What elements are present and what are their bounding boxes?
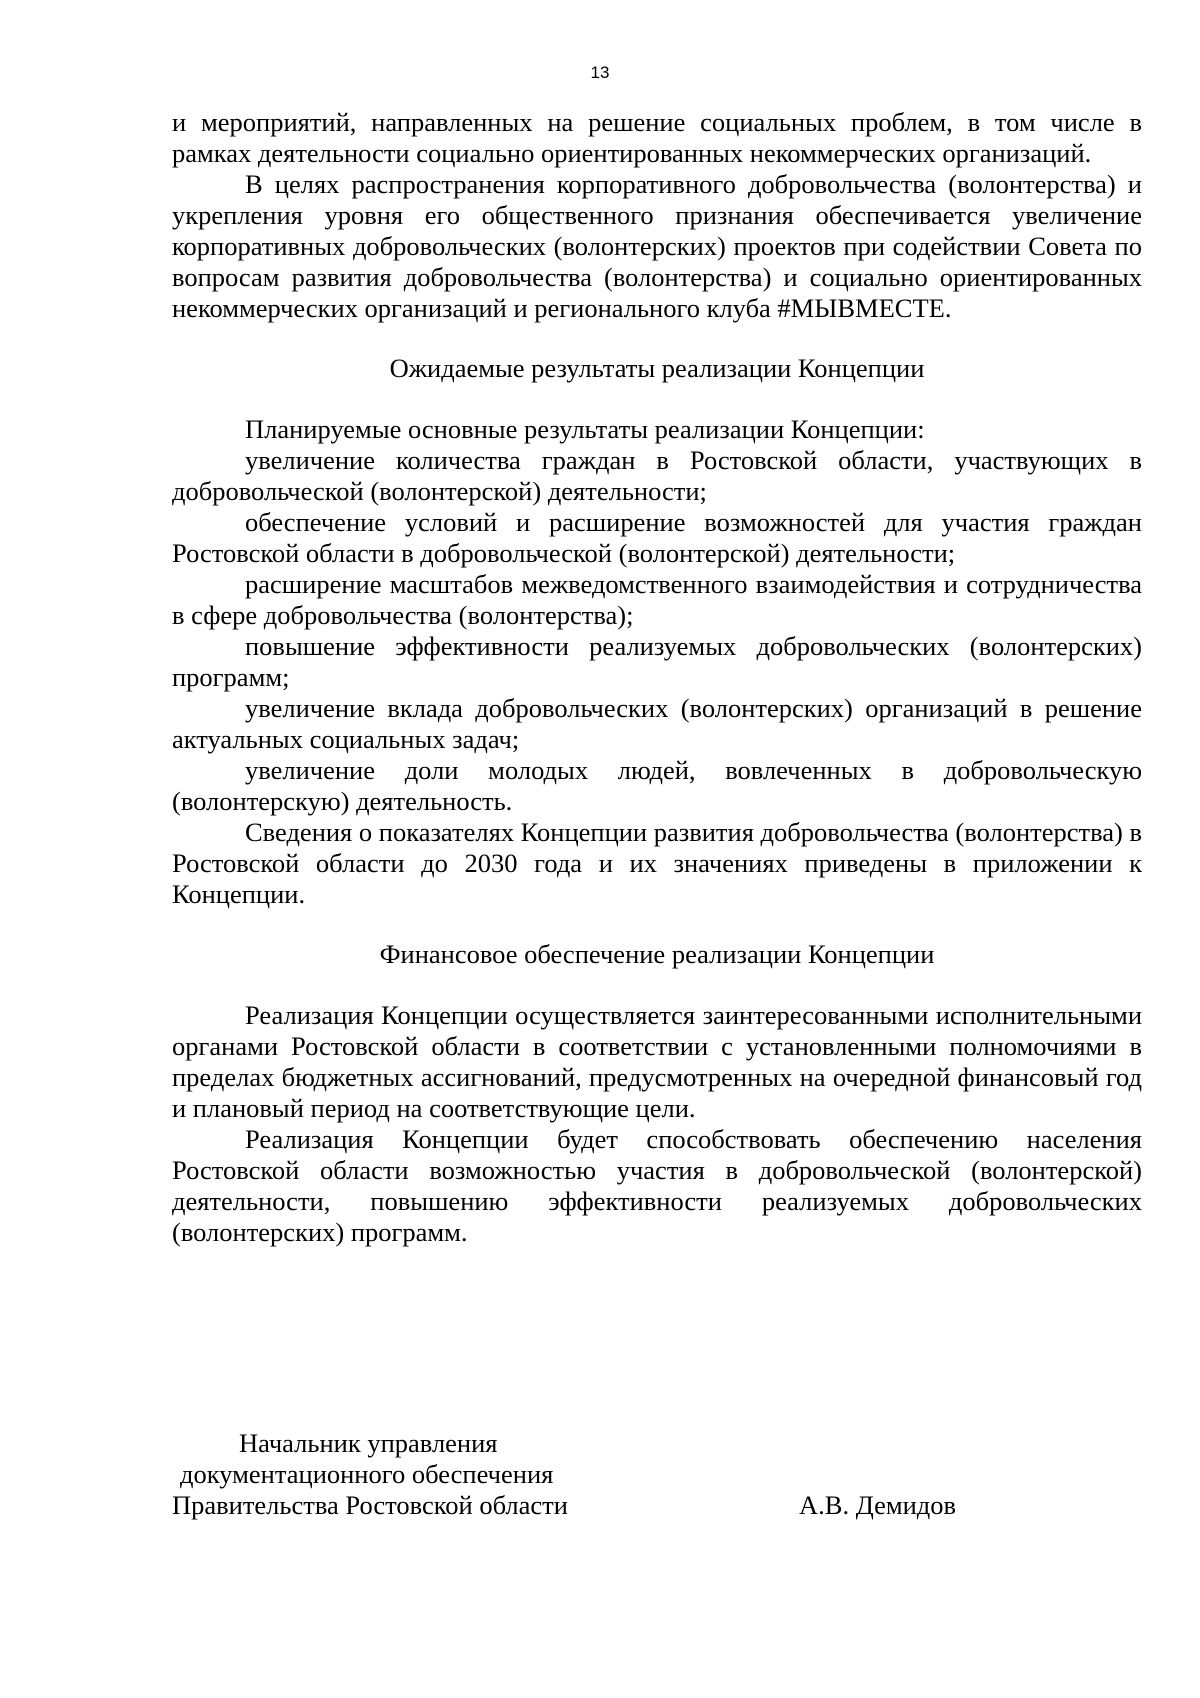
paragraph-implementation: Реализация Концепции будет способствовать обеспечению населения Ростовской области возможностью участия в добровольческой (волонтерской) деятельности, повышению эффективности реализуемых добровольческих (волонтерских) программ.: [172, 1124, 1142, 1247]
paragraph-continuation: и мероприятий, направленных на решение социальных проблем, в том числе в рамках деятельности социально ориентированных некоммерческих организаций.: [172, 107, 1142, 168]
paragraph-corporate-volunteering: В целях распространения корпоративного добровольчества (волонтерства) и укрепления уровня его общественного признания обеспечивается увеличение корпоративных добровольческих (волонтерских) проектов при содействии Совета по вопросам развития добровольчества (волонтерства) и социально ориентированных некоммерческих организаций и регионального клуба #МЫВМЕСТЕ.: [172, 169, 1142, 323]
signature-title-line-2: документационного обеспечения: [180, 1459, 554, 1489]
document-body: [172, 107, 1142, 1248]
page-number: 13: [590, 63, 610, 82]
paragraph-planned-results: Планируемые основные результаты реализации Концепции:: [245, 414, 925, 444]
signature-block: [172, 1428, 972, 1521]
paragraph-indicators: Сведения о показателях Концепции развития добровольчества (волонтерства) в Ростовской области до 2030 года и их значениях приведены в приложении к Концепции.: [172, 817, 1142, 909]
signatory-name: А.В. Демидов: [799, 1490, 957, 1520]
list-item-result: увеличение количества граждан в Ростовской области, участвующих в добровольческой (волонтерской) деятельности;: [172, 445, 1142, 506]
section-heading-expected-results: Ожидаемые результаты реализации Концепции: [389, 353, 925, 383]
signature-title-line-3: [172, 1490, 972, 1521]
signature-organization: Правительства Ростовской области: [172, 1490, 568, 1520]
section-heading-financing: Финансовое обеспечение реализации Концепции: [379, 939, 935, 969]
list-item-result: обеспечение условий и расширение возможностей для участия граждан Ростовской области в добровольческой (волонтерской) деятельности;: [172, 507, 1142, 568]
paragraph-financing: Реализация Концепции осуществляется заинтересованными исполнительными органами Ростовской области в соответствии с установленными полномочиями в пределах бюджетных ассигнований, предусмотренных на очередной финансовый год и плановый период на соответствующие цели.: [172, 1000, 1142, 1123]
signature-title-line-1: Начальник управления: [239, 1428, 498, 1458]
list-item-result: увеличение доли молодых людей, вовлеченных в добровольческую (волонтерскую) деятельность.: [172, 755, 1142, 816]
list-item-result: расширение масштабов межведомственного взаимодействия и сотрудничества в сфере добровольчества (волонтерства);: [172, 569, 1142, 630]
list-item-result: увеличение вклада добровольческих (волонтерских) организаций в решение актуальных социальных задач;: [172, 693, 1142, 754]
list-item-result: повышение эффективности реализуемых добровольческих (волонтерских) программ;: [172, 631, 1142, 692]
